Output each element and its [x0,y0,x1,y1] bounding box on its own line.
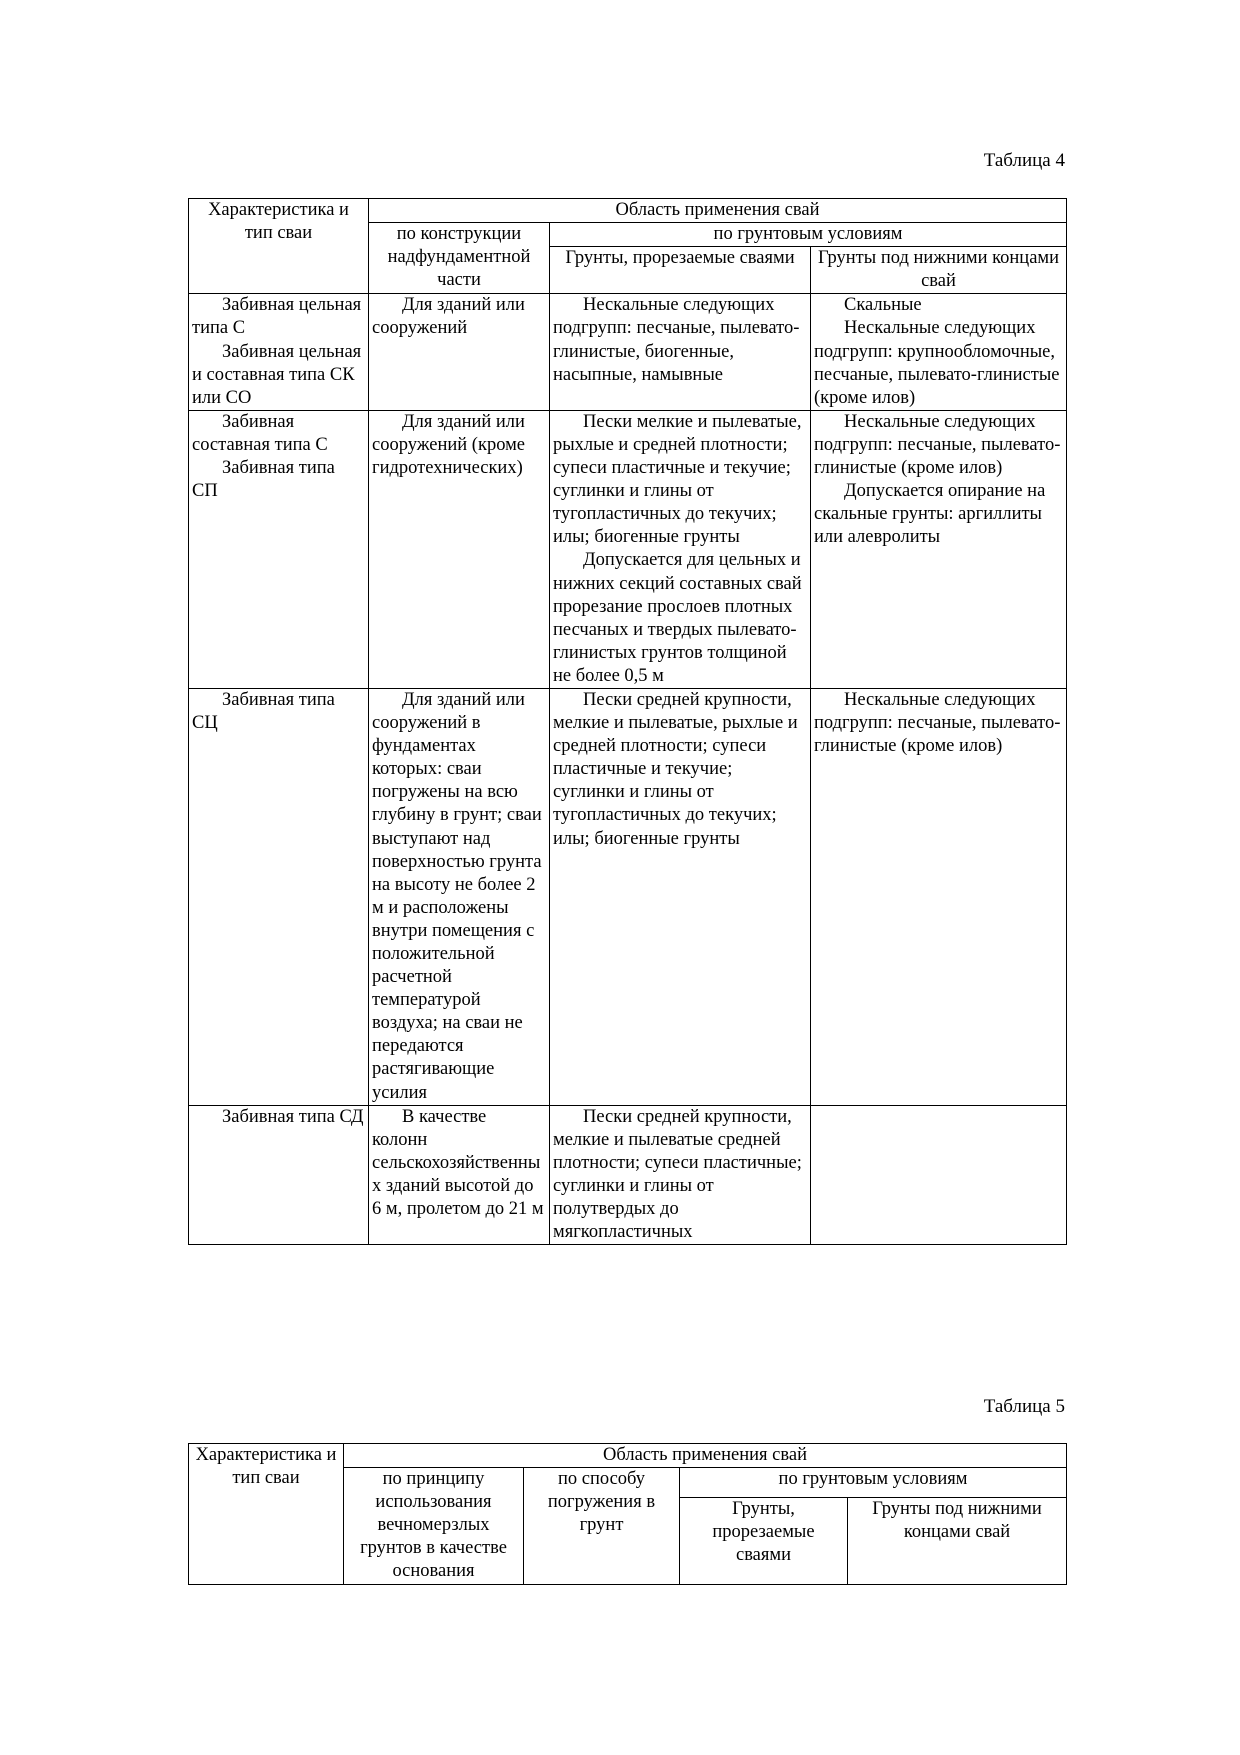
cell-soil-tips [811,1105,1067,1245]
cell-construction [369,1105,550,1245]
header-by-principle: по принципу использования вечномерзлых грунтов в качестве основания [344,1468,524,1584]
paragraph: Скальные [844,295,922,316]
header-characteristic: Характеристика и тип сваи [189,199,369,294]
table-row [189,1105,1067,1245]
header-by-soil: по грунтовым условиям [680,1468,1067,1498]
paragraph: Допускается опирание на скальные грунты: аргиллиты или алевролиты [814,481,1046,548]
cell-type [189,410,369,688]
cell-soil-cut [550,1105,811,1245]
paragraph: Для зданий или сооружений (кроме гидротехнических) [372,411,526,479]
cell-type [189,294,369,410]
paragraph: Забивная типа СЦ [192,689,335,734]
table-4-caption: Таблица 4 [983,150,1065,171]
header-area: Область применения свай [344,1444,1067,1468]
header-soil-tips: Грунты под нижними концами свай [811,247,1067,294]
paragraph: Нескальные следующих подгрупп: песчаные, пылевато-глинистые (кроме илов) [814,689,1061,757]
cell-construction [369,410,550,688]
header-soil-cut: Грунты, прорезаемые сваями [680,1497,848,1584]
header-characteristic: Характеристика и тип сваи [189,1444,344,1585]
paragraph: В качестве колонн сельскохозяйственных зданий высотой до 6 м, пролетом до 21 м [372,1106,544,1220]
paragraph: Забивная составная типа С [192,411,328,455]
header-area: Область применения свай [369,199,1067,223]
paragraph: Для зданий или сооружений [372,295,525,339]
table-5-caption: Таблица 5 [983,1396,1065,1417]
paragraph: Нескальные следующих подгрупп: песчаные, пылевато-глинистые, биогенные, насыпные, намывные [553,295,800,385]
cell-soil-tips [811,688,1067,1105]
paragraph: Забивная типа СП [192,458,335,502]
cell-construction [369,294,550,410]
table-5 [188,1443,1067,1585]
header-by-construction: по конструкции надфундаментной части [369,223,550,294]
cell-soil-tips [811,410,1067,688]
paragraph: Нескальные следующих подгрупп: песчаные, пылевато-глинистые (кроме илов) [814,411,1061,479]
paragraph: Пески средней крупности, мелкие и пылеватые, рыхлые и средней плотности; супеси пластичные и текучие; суглинки и глины от тугопластичных до текучих; илы; биогенные грунты [553,689,798,849]
paragraph: Допускается для цельных и нижних секций составных свай прорезание прослоев плотных песчаных и твердых пылевато-глинистых грунтов толщиной не более 0,5 м [553,550,802,686]
header-by-soil: по грунтовым условиям [550,223,1067,247]
paragraph: Для зданий или сооружений в фундаментах которых: сваи погружены на всю глубину в грунт; сваи выступают над поверхностью грунта на высоту не более 2 м и расположены внутри помещения с положительной расчетной температурой воздуха; на сваи не передаются растягивающие усилия [372,689,542,1103]
table-row [189,410,1067,688]
table-row [189,688,1067,1105]
cell-soil-cut [550,294,811,410]
paragraph: Пески средней крупности, мелкие и пылеватые средней плотности; супеси пластичные; суглинки и глины от полутвердых до мягкопластичных [553,1106,802,1243]
table-row [189,294,1067,410]
paragraph: Нескальные следующих подгрупп: крупнообломочные, песчаные, пылевато-глинистые (кроме илов) [814,318,1060,408]
cell-type [189,688,369,1105]
cell-soil-tips [811,294,1067,410]
paragraph: Забивная цельная и составная типа СК или СО [192,341,362,408]
header-soil-cut: Грунты, прорезаемые сваями [550,247,811,294]
cell-construction [369,688,550,1105]
header-soil-tips: Грунты под нижними концами свай [848,1497,1067,1584]
table-4 [188,198,1067,1245]
paragraph: Пески мелкие и пылеватые, рыхлые и средней плотности; супеси пластичные и текучие; суглинки и глины от тугопластичных до текучих; илы; биогенные грунты [553,411,802,548]
cell-soil-cut [550,410,811,688]
paragraph: Забивная цельная типа С [192,295,362,339]
header-by-method: по способу погружения в грунт [524,1468,680,1584]
cell-type [189,1105,369,1245]
cell-soil-cut [550,688,811,1105]
paragraph: Забивная типа СД [222,1106,364,1127]
